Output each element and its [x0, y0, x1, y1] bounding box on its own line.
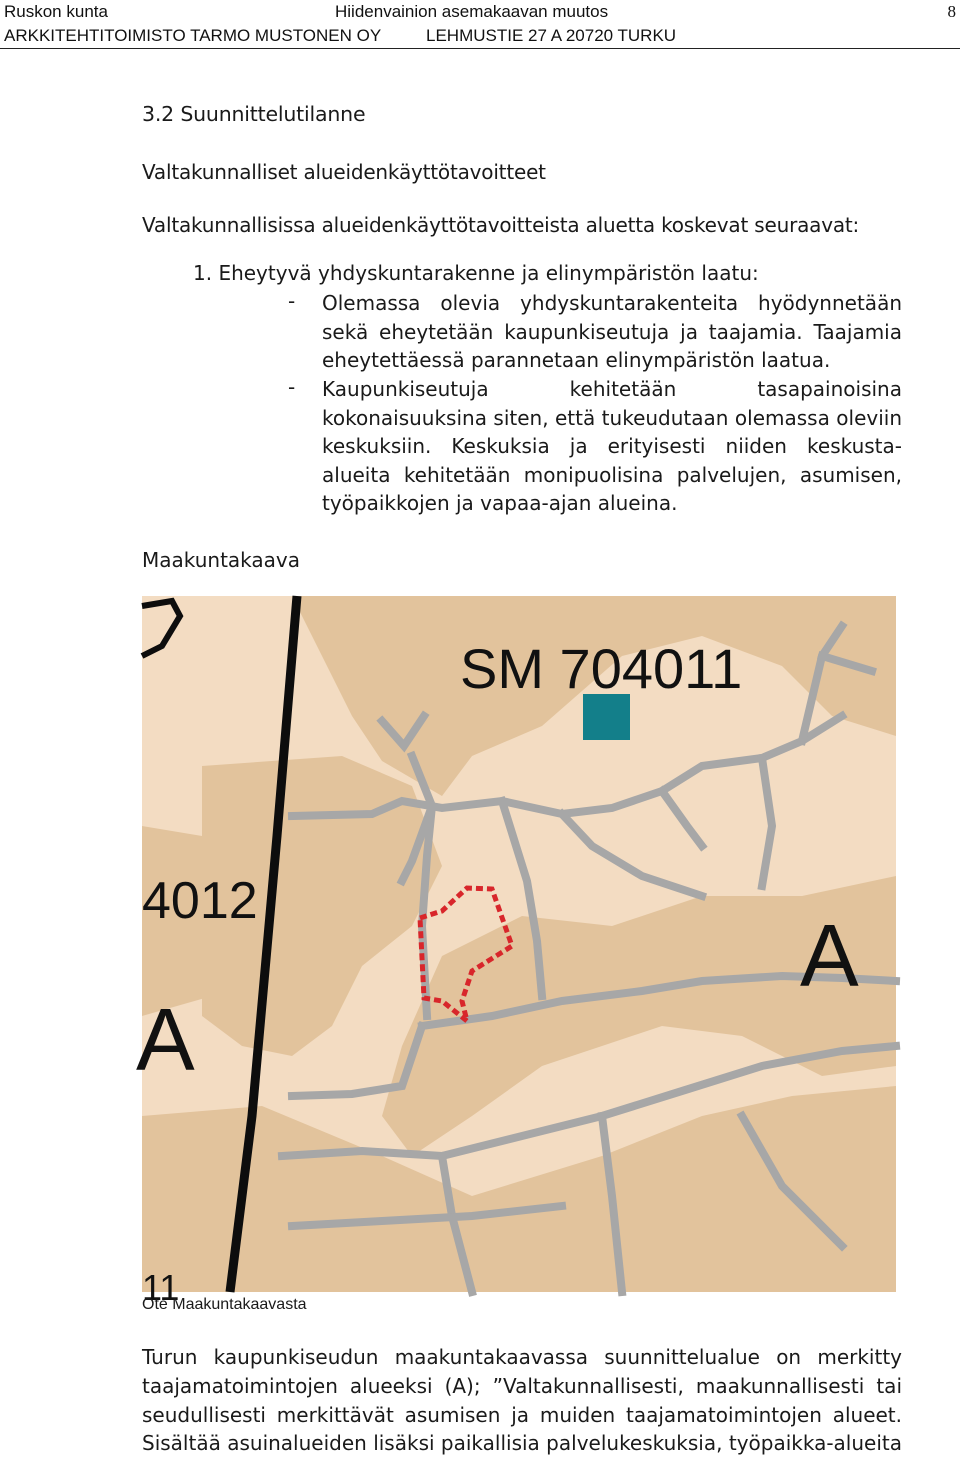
page-header-top — [0, 2, 960, 24]
map-label-sm: SM 704011 — [460, 637, 743, 700]
municipality-name: Ruskon kunta — [4, 2, 108, 21]
document-title: Hiidenvainion asemakaavan muutos — [335, 2, 609, 21]
maakuntakaava-heading: Maakuntakaava — [142, 548, 301, 572]
page-number: 8 — [947, 2, 956, 21]
office-name: ARKKITEHTITOIMISTO TARMO MUSTONEN OY — [4, 26, 382, 45]
goal-bullet-1: Olemassa olevia yhdyskuntarakenteita hyödynnetään sekä eheytetään kaupunkiseutuja ja taajamia. Taajamia eheytettäessä parannetaan elinympäristön laatua. — [322, 291, 902, 373]
page-header-office — [0, 26, 960, 48]
section-intro: Valtakunnallisissa alueidenkäyttötavoitteista aluetta koskevat seuraavat: — [142, 213, 860, 237]
map-label-4012: 4012 — [142, 872, 258, 930]
map-caption: Ote Maakuntakaavasta — [142, 1296, 307, 1313]
map-label-bottom: 11 — [142, 1267, 180, 1308]
section-title: 3.2 Suunnittelutilanne — [142, 102, 366, 126]
office-address: LEHMUSTIE 27 A 20720 TURKU — [426, 26, 677, 45]
header-divider — [0, 48, 960, 49]
goal-bullet-2: Kaupunkiseutuja kehitetään tasapainoisina kokonaisuuksina siten, että tukeudutaan olemassa oleviin keskuksiin. Keskuksia ja erityisesti niiden keskusta-alueita kehitetään monipuolisina palvelujen, asumisen, työpaikkojen ja vapaa-ajan alueina. — [322, 377, 902, 516]
goal-item-label: 1. Eheytyvä yhdyskuntarakenne ja elinympäristön laatu: — [193, 261, 759, 285]
bullet-dash: - — [288, 289, 296, 313]
bullet-dash: - — [288, 375, 296, 399]
map-label-a-right: A — [800, 906, 859, 1005]
map-label-a-left: A — [136, 990, 195, 1089]
section-subtitle: Valtakunnalliset alueidenkäyttötavoitteet — [142, 160, 546, 184]
body-paragraph: Turun kaupunkiseudun maakuntakaavassa suunnittelualue on merkitty taajamatoimintojen alueeksi (A); ”Valtakunnallisesti, maakunnallisesti tai seudullisesti merkittävät asumisen ja muiden taajamatoimintojen alueet. Sisältää asuinalueiden lisäksi paikallisia palvelukeskuksia, työpaikka-alueita — [142, 1345, 902, 1456]
map-site-marker — [583, 694, 630, 740]
